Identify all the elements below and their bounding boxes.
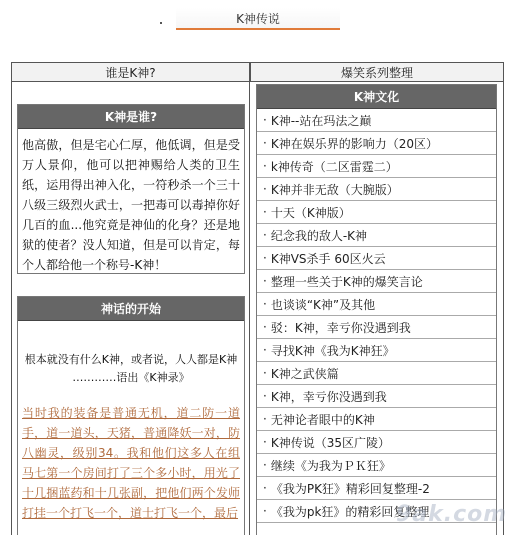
left-column-header: 谁是K神? bbox=[11, 62, 250, 82]
list-item-link[interactable]: K神VS杀手 60区火云 bbox=[270, 251, 386, 266]
list-item[interactable]: · 驳：K神，幸亏你没遇到我 bbox=[257, 316, 496, 339]
list-item-link[interactable]: K神之武侠篇 bbox=[270, 366, 339, 381]
list-item[interactable]: · 十天（K神版） bbox=[257, 201, 496, 224]
list-item-link[interactable]: 《我为pk狂》的精彩回复整理 bbox=[270, 504, 430, 519]
decorative-dot bbox=[160, 22, 162, 24]
list-item[interactable]: · 继续《为我为ＰＫ狂》 bbox=[257, 454, 496, 477]
who-is-k-box bbox=[17, 104, 245, 274]
myth-story-link[interactable]: 当时我的装备是普通无机，道二防一道手，道一道头，天猪，普通降妖一对，防八幽灵，级别34。我和他们这多人在组马七第一个房间打了三个多小时，用光了十几捆蓝药和十几张副，把他们两个发师打挂一个打飞一个，道士打飞一个，最后 bbox=[22, 406, 240, 520]
list-item[interactable]: · K神传说（35区广陵） bbox=[257, 431, 496, 454]
list-item-link[interactable]: 纪念我的敌人-K神 bbox=[270, 228, 368, 243]
list-item-link[interactable]: K神并非无敌（大腕版） bbox=[270, 182, 399, 197]
k-culture-title: K神文化 bbox=[257, 85, 496, 109]
list-item[interactable]: · K神并非无敌（大腕版） bbox=[257, 178, 496, 201]
list-item-link[interactable]: 驳：K神，幸亏你没遇到我 bbox=[270, 320, 411, 335]
list-item-link[interactable]: 无神论者眼中的K神 bbox=[270, 412, 375, 427]
list-item-link[interactable]: 《我为PK狂》精彩回复整理-2 bbox=[270, 481, 430, 496]
page-title: K神传说 bbox=[236, 11, 280, 26]
list-item-link[interactable]: 也谈谈“K神”及其他 bbox=[270, 297, 376, 312]
page-title-bar bbox=[176, 8, 340, 30]
list-item-link[interactable]: 继续《为我为ＰＫ狂》 bbox=[270, 458, 391, 473]
list-item-link[interactable]: K神--站在玛法之巅 bbox=[270, 113, 372, 128]
list-item[interactable]: · 整理一些关于K神的爆笑言论 bbox=[257, 270, 496, 293]
list-item-link[interactable]: K神在娱乐界的影响力（20区） bbox=[270, 136, 438, 151]
right-column-header: 爆笑系列整理 bbox=[250, 62, 504, 82]
list-item-link[interactable]: K神传说（35区广陵） bbox=[270, 435, 390, 450]
list-item-link[interactable]: 整理一些关于K神的爆笑言论 bbox=[270, 274, 423, 289]
who-is-k-text: 他高傲，但是宅心仁厚，他低调，但是受万人景仰，他可以把神赐给人类的卫生纸，运用得出神入化，一符秒杀一个三十八级三级烈火武士，一把毒可以毒掉你好几百的血...他究竟是神仙的化身？还是地狱的使者？没人知道，但是可以肯定，每个人都给他一个称号-K神！ bbox=[22, 138, 240, 272]
list-item-link[interactable]: k神传奇（二区雷霆二） bbox=[270, 159, 398, 174]
list-item[interactable]: · K神--站在玛法之巅 bbox=[257, 109, 496, 132]
myth-quote-source: …………语出《K神录》 bbox=[72, 371, 190, 384]
list-item[interactable]: · K神，幸亏你没遇到我 bbox=[257, 385, 496, 408]
k-culture-list bbox=[257, 109, 496, 523]
myth-start-title: 神话的开始 bbox=[18, 297, 244, 321]
list-item-link[interactable]: 十天（K神版） bbox=[270, 205, 351, 220]
who-is-k-title: K神是谁? bbox=[18, 105, 244, 129]
list-item[interactable]: · 寻找K神《我为K神狂》 bbox=[257, 339, 496, 362]
list-item[interactable]: · 《我为PK狂》精彩回复整理-2 bbox=[257, 477, 496, 500]
list-item[interactable]: · K神在娱乐界的影响力（20区） bbox=[257, 132, 496, 155]
list-item[interactable]: · K神之武侠篇 bbox=[257, 362, 496, 385]
list-item[interactable]: · K神VS杀手 60区火云 bbox=[257, 247, 496, 270]
list-item[interactable]: · k神传奇（二区雷霆二） bbox=[257, 155, 496, 178]
site-watermark: 9ak.com bbox=[396, 502, 508, 527]
list-item-link[interactable]: K神，幸亏你没遇到我 bbox=[270, 389, 387, 404]
list-item[interactable]: · 纪念我的敌人-K神 bbox=[257, 224, 496, 247]
myth-start-box bbox=[17, 296, 245, 535]
list-item[interactable]: · 也谈谈“K神”及其他 bbox=[257, 293, 496, 316]
list-item[interactable]: · 《我为pk狂》的精彩回复整理 bbox=[257, 500, 496, 523]
k-culture-box bbox=[256, 84, 497, 535]
list-item[interactable]: · 无神论者眼中的K神 bbox=[257, 408, 496, 431]
myth-quote: 根本就没有什么K神，或者说，人人都是K神 bbox=[24, 353, 238, 366]
list-item-link[interactable]: 寻找K神《我为K神狂》 bbox=[270, 343, 395, 358]
